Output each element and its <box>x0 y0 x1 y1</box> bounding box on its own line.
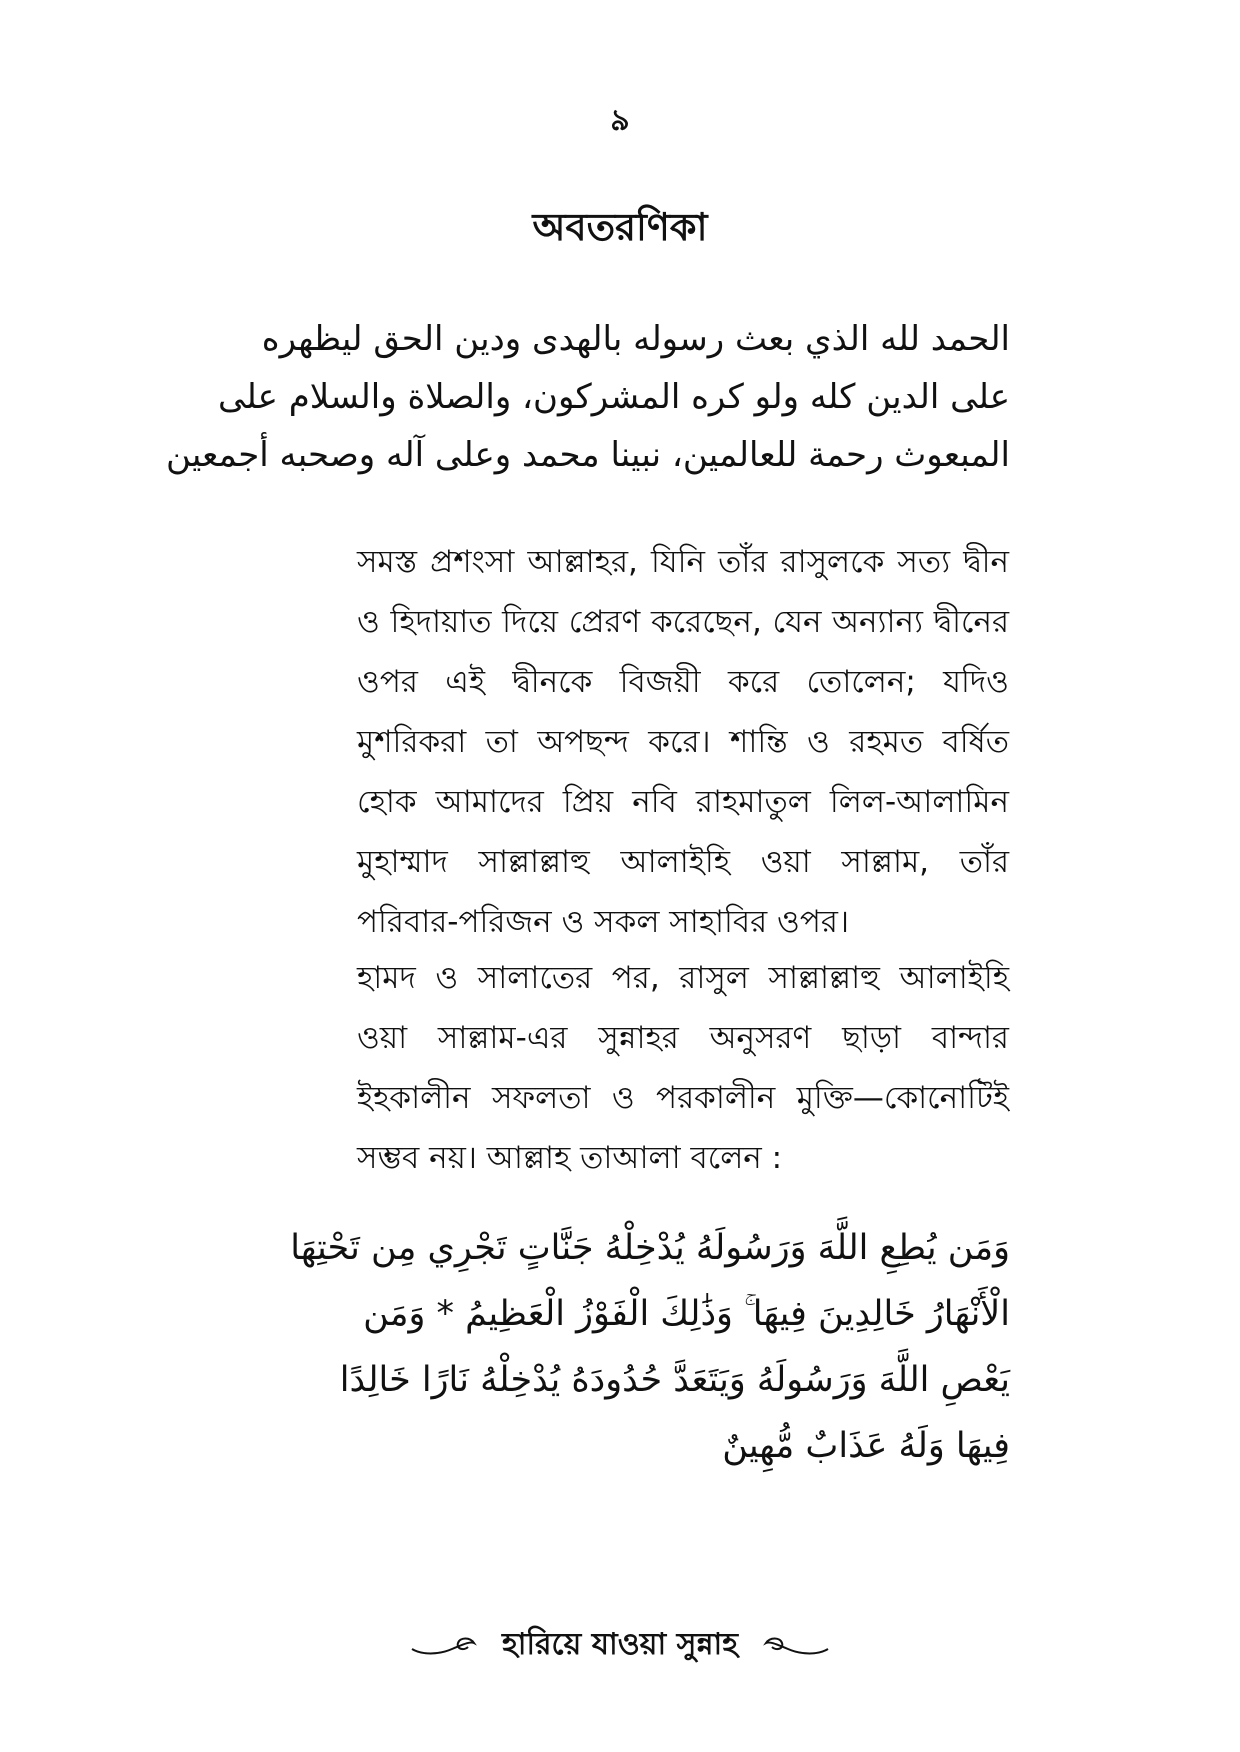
arabic-line: الحمد لله الذي بعث رسوله بالهدى ودين الحق ليظهره <box>261 319 1010 359</box>
scroll-ornament-icon <box>762 1633 832 1659</box>
page-footer <box>0 1620 1240 1671</box>
body-paragraph-praise: সমস্ত প্রশংসা আল্লাহর, যিনি তাঁর রাসুলকে সত্য দ্বীন ও হিদায়াত দিয়ে প্রেরণ করেছেন, যেন অন্যান্য দ্বীনের ওপর এই দ্বীনকে বিজয়ী করে তোলেন; যদিও মুশরিকরা তা অপছন্দ করে। শান্তি ও রহমত বর্ষিত হোক আমাদের প্রিয় নবি রাহমাতুল লিল-আলামিন মুহাম্মাদ সাল্লাল্লাহু আলাইহি ওয়া সাল্লাম, তাঁর পরিবার-পরিজন ও সকল সাহাবির ওপর। <box>357 544 1009 940</box>
scroll-ornament-icon <box>408 1633 478 1659</box>
body-paragraph-sunnah: হামদ ও সালাতের পর, রাসুল সাল্লাল্লাহু আলাইহি ওয়া সাল্লাম-এর সুন্নাহর অনুসরণ ছাড়া বান্দার ইহকালীন সফলতা ও পরকালীন মুক্তি—কোনোটিই সম্ভব নয়। আল্লাহ তাআলা বলেন : <box>357 960 1009 1176</box>
page-number: ৯ <box>610 103 630 138</box>
opening-arabic-invocation <box>166 310 1010 484</box>
verse-line: وَمَن يُطِعِ اللَّهَ وَرَسُولَهُ يُدْخِلْهُ جَنَّاتٍ تَجْرِي مِن تَحْتِهَا <box>290 1228 1010 1268</box>
verse-line: يَعْصِ اللَّهَ وَرَسُولَهُ وَيَتَعَدَّ حُدُودَهُ يُدْخِلْهُ نَارًا خَالِدًا <box>339 1360 1010 1400</box>
chapter-title: অবতরণিকা <box>532 204 708 249</box>
book-title: হারিয়ে যাওয়া সুন্নাহ <box>502 1627 738 1662</box>
arabic-line: على الدين كله ولو كره المشركون، والصلاة والسلام على <box>218 377 1010 417</box>
arabic-line: المبعوث رحمة للعالمين، نبينا محمد وعلى آله وصحبه أجمعين <box>166 435 1010 475</box>
verse-line: الْأَنْهَارُ خَالِدِينَ فِيهَا ۚ وَذَٰلِكَ الْفَوْزُ الْعَظِيمُ * وَمَن <box>363 1294 1010 1334</box>
quran-verse <box>290 1215 1010 1479</box>
verse-line: فِيهَا وَلَهُ عَذَابٌ مُّهِينٌ <box>722 1426 1010 1466</box>
